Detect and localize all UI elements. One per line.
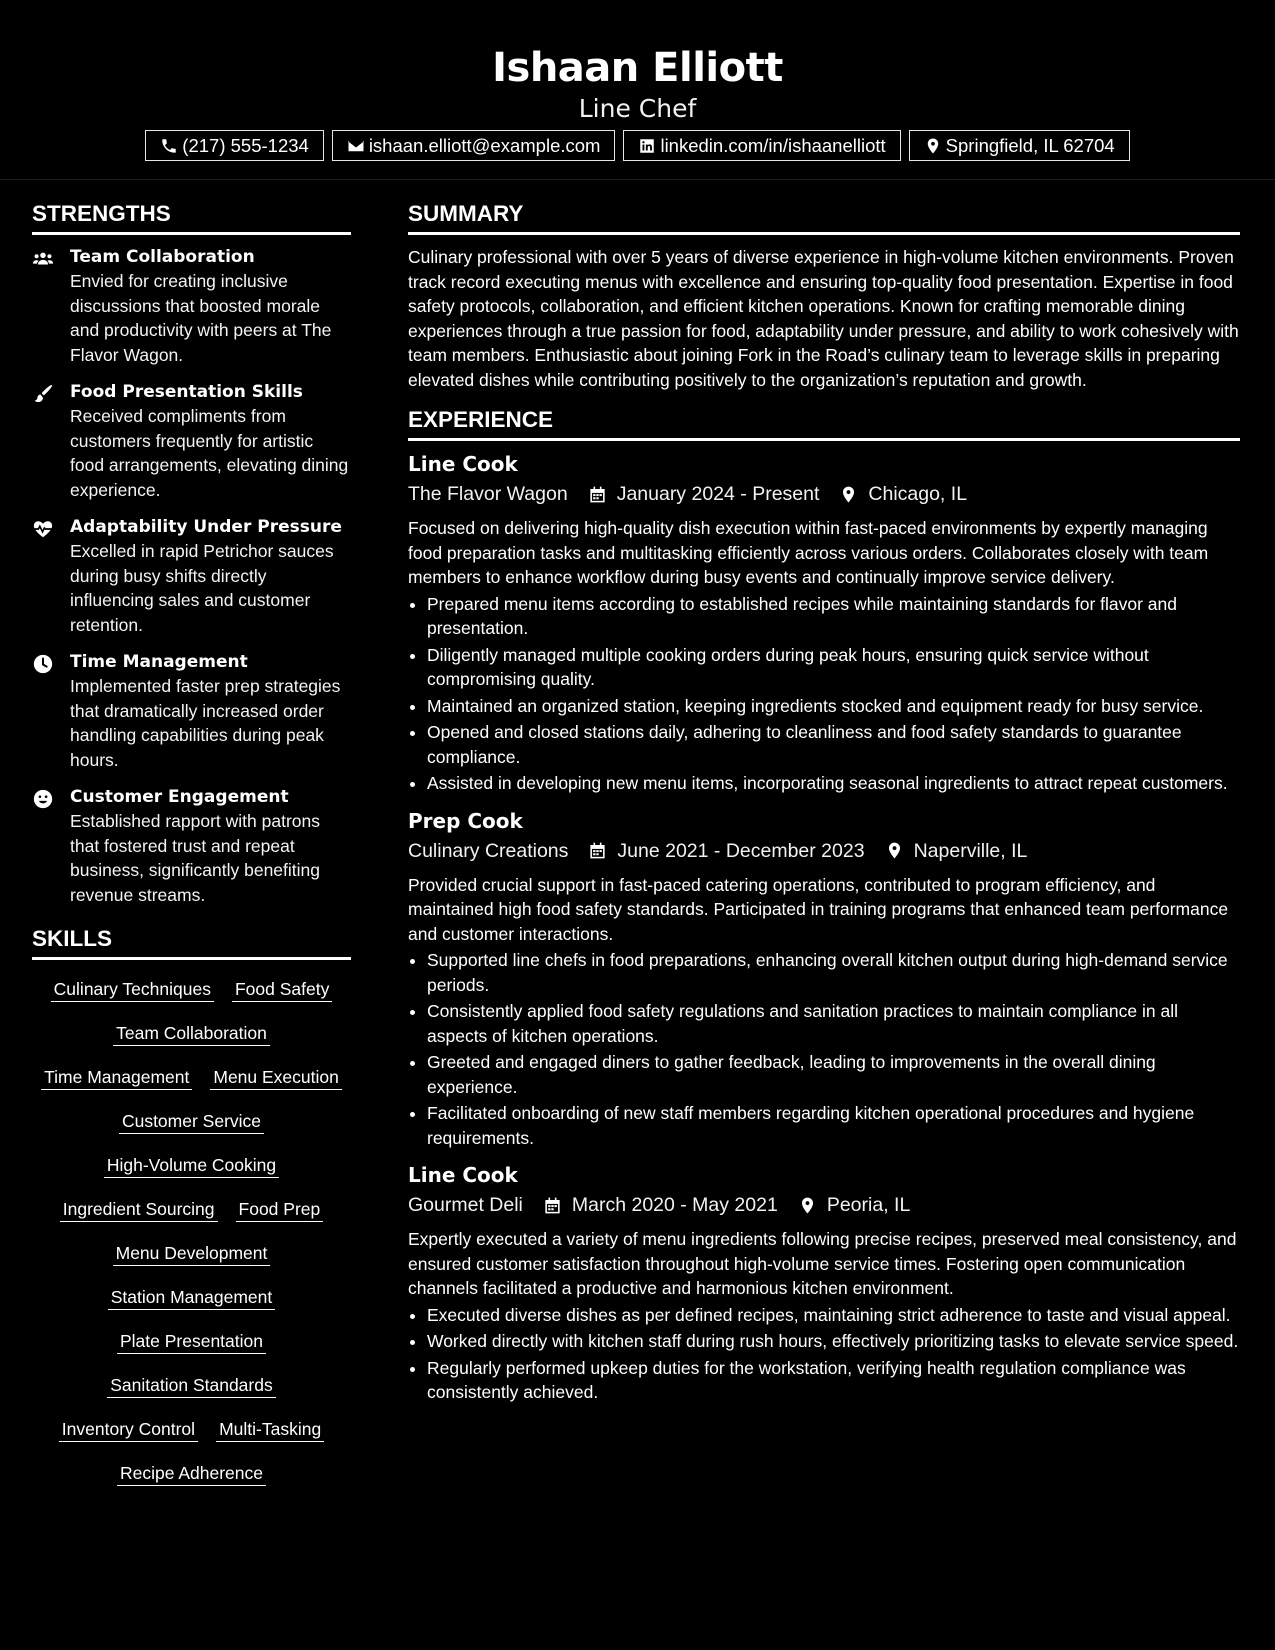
strength-item [32, 785, 351, 907]
skill-tag: Recipe Adherence [117, 1462, 266, 1486]
job-bullets [408, 948, 1240, 1150]
job-company: Gourmet Deli [408, 1194, 523, 1216]
skill-tag: Time Management [41, 1066, 192, 1090]
skill-tag: Sanitation Standards [107, 1374, 275, 1398]
job-bullet: • Regularly performed upkeep duties for the workstation, verifying health regulation compliance was consistently achieved. [427, 1356, 1240, 1405]
job-dates: January 2024 - Present [616, 483, 820, 505]
job-bullets [408, 592, 1240, 796]
skill-tag: Station Management [108, 1286, 276, 1310]
job-entry [408, 808, 1240, 1151]
job-description: Focused on delivering high-quality dish execution within fast-paced environments by expertly managing food preparation tasks and multitasking efficiently across various orders. Collaborates closely with team members to enhance workflow during busy events and continually improve service delivery. [408, 518, 1209, 587]
job-bullet: • Greeted and engaged diners to gather feedback, leading to improvements in the overall dining experience. [427, 1050, 1240, 1099]
calendar-icon [588, 485, 607, 504]
job-bullet: • Diligently managed multiple cooking orders during peak hours, ensuring quick service without compromising quality. [427, 643, 1240, 692]
map-pin-icon [924, 137, 942, 155]
map-pin-icon [839, 485, 858, 504]
envelope-icon [347, 137, 365, 155]
strength-desc: Established rapport with patrons that fostered trust and repeat business, significantly benefiting revenue streams. [70, 811, 321, 905]
candidate-name: Ishaan Elliott [492, 45, 783, 91]
job-bullet: • Prepared menu items according to established recipes while maintaining standards for flavor and presentation. [427, 592, 1240, 641]
contact-bar [0, 130, 1275, 161]
linkedin-icon [638, 137, 656, 155]
strength-item [32, 380, 351, 502]
contact-linkedin-text: linkedin.com/in/ishaanelliott [660, 134, 886, 156]
contact-phone-text: (217) 555-1234 [182, 134, 309, 156]
job-location: Chicago, IL [868, 483, 968, 505]
contact-email-text: ishaan.elliott@example.com [368, 134, 601, 156]
calendar-icon [543, 1196, 562, 1215]
skill-tag: Customer Service [119, 1110, 264, 1134]
strength-item [32, 650, 351, 772]
job-title: Line Cook [408, 1163, 518, 1187]
phone-icon [160, 137, 178, 155]
users-icon [32, 248, 54, 270]
skills-heading: SKILLS [32, 925, 351, 960]
job-company: The Flavor Wagon [408, 483, 568, 505]
left-column [32, 200, 351, 1486]
strength-title: Adaptability Under Pressure [70, 517, 342, 537]
contact-phone [145, 130, 324, 161]
strength-desc: Excelled in rapid Petrichor sauces during busy shifts directly influencing sales and customer retention. [70, 541, 334, 635]
strength-desc: Envied for creating inclusive discussions that boosted morale and productivity with peers at The Flavor Wagon. [70, 271, 332, 365]
job-dates: March 2020 - May 2021 [571, 1194, 778, 1216]
job-bullet: • Consistently applied food safety regulations and sanitation practices to maintain compliance in all aspects of kitchen operations. [427, 999, 1240, 1048]
job-bullets [408, 1303, 1240, 1405]
contact-location-text: Springfield, IL 62704 [945, 134, 1115, 156]
strength-title: Customer Engagement [70, 787, 289, 807]
skill-tag: Menu Execution [210, 1066, 342, 1090]
strength-desc: Implemented faster prep strategies that dramatically increased order handling capabilities during peak hours. [70, 676, 341, 770]
resume-header [0, 0, 1275, 180]
map-pin-icon [885, 841, 904, 860]
experience-heading: EXPERIENCE [408, 406, 1240, 441]
candidate-role: Line Chef [578, 94, 697, 123]
job-location: Peoria, IL [826, 1194, 911, 1216]
heart-pulse-icon [32, 518, 54, 540]
job-bullet: • Supported line chefs in food preparations, enhancing overall kitchen output during high-demand service periods. [427, 948, 1240, 997]
strength-item [32, 245, 351, 367]
contact-linkedin [623, 130, 900, 161]
strength-title: Team Collaboration [70, 247, 255, 267]
job-bullet: • Executed diverse dishes as per defined recipes, maintaining strict adherence to taste and visual appeal. [427, 1303, 1240, 1328]
summary-heading: SUMMARY [408, 200, 1240, 235]
skill-tag: High-Volume Cooking [104, 1154, 279, 1178]
smile-icon [32, 788, 54, 810]
skill-tag: Menu Development [113, 1242, 271, 1266]
calendar-icon [588, 841, 607, 860]
job-dates: June 2021 - December 2023 [617, 839, 865, 862]
map-pin-icon [798, 1196, 817, 1215]
strengths-heading: STRENGTHS [32, 200, 351, 235]
job-description: Expertly executed a variety of menu ingredients following precise recipes, preserved meal consistency, and ensured customer satisfaction throughout high-volume service times. Fostering open communication channels facilitated a productive and harmonious kitchen environment. [408, 1229, 1237, 1298]
job-title: Line Cook [408, 452, 518, 476]
paintbrush-icon [32, 383, 54, 405]
skill-tag: Culinary Techniques [51, 978, 214, 1002]
clock-icon [32, 653, 54, 675]
strength-title: Food Presentation Skills [70, 382, 303, 402]
job-bullet: • Worked directly with kitchen staff during rush hours, effectively prioritizing tasks to elevate service speed. [427, 1329, 1240, 1354]
skill-tag: Ingredient Sourcing [60, 1198, 218, 1222]
skill-tag: Multi-Tasking [216, 1418, 324, 1442]
job-title: Prep Cook [408, 808, 523, 833]
skill-tag: Food Prep [236, 1198, 324, 1222]
strength-title: Time Management [70, 652, 248, 672]
right-column [408, 200, 1240, 1417]
job-bullet: • Assisted in developing new menu items, incorporating seasonal ingredients to attract repeat customers. [427, 771, 1240, 796]
job-entry [408, 451, 1240, 796]
job-bullet: • Facilitated onboarding of new staff members regarding kitchen operational procedures and hygiene requirements. [427, 1101, 1240, 1150]
job-bullet: • Maintained an organized station, keeping ingredients stocked and equipment ready for busy service. [427, 694, 1240, 719]
job-meta [408, 479, 1240, 509]
job-meta [408, 1190, 1240, 1220]
job-location: Naperville, IL [913, 839, 1028, 862]
skill-tag: Plate Presentation [117, 1330, 266, 1354]
strength-item [32, 515, 351, 637]
summary-text: Culinary professional with over 5 years of diverse experience in high-volume kitchen environments. Proven track record executing menus with excellence and ensuring top-quality food presentation. Expertise in food safety protocols, collaboration, and efficient kitchen operations. Known for crafting memorable dining experiences through a true passion for food, adaptability under pressure, and ability to work cohesively with team members. Enthusiastic about joining Fork in the Road’s culinary team to leverage skills in preparing elevated dishes while contributing positively to the organization’s reputation and growth. [408, 247, 1239, 390]
job-bullet: • Opened and closed stations daily, adhering to cleanliness and food safety standards to guarantee compliance. [427, 720, 1240, 769]
contact-location [909, 130, 1130, 161]
job-entry [408, 1162, 1240, 1405]
job-company: Culinary Creations [408, 839, 569, 862]
strength-desc: Received compliments from customers frequently for artistic food arrangements, elevating dining experience. [70, 406, 349, 500]
skill-tag: Team Collaboration [113, 1022, 270, 1046]
skill-tag: Inventory Control [59, 1418, 198, 1442]
skills-list [32, 972, 351, 1486]
job-meta [408, 836, 1240, 866]
skill-tag: Food Safety [232, 978, 332, 1002]
job-description: Provided crucial support in fast-paced catering operations, contributed to program efficiency, and maintained high food safety standards. Participated in training programs that enhanced team performance and customer interactions. [408, 874, 1229, 944]
contact-email [332, 130, 616, 161]
